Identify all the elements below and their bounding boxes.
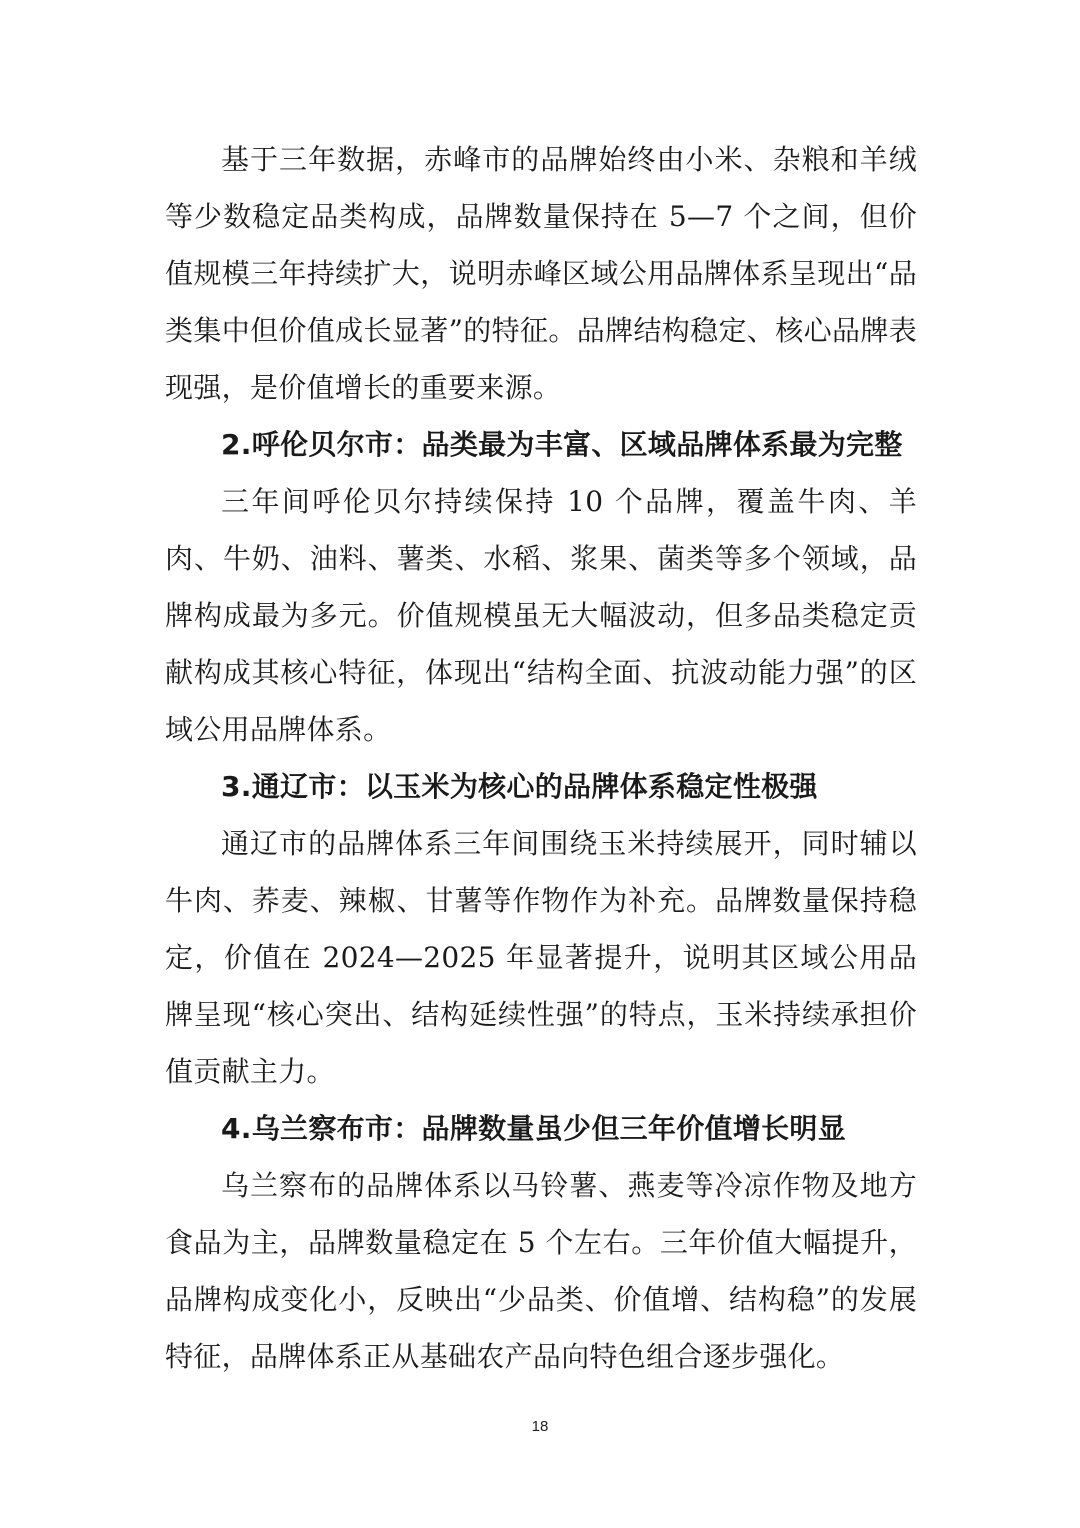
document-body [165, 131, 917, 1385]
page-number: 18 [531, 1418, 549, 1435]
paragraph-chifeng-summary: 基于三年数据，赤峰市的品牌始终由小米、杂粮和羊绒等少数稳定品类构成，品牌数量保持在 5—7 个之间，但价值规模三年持续扩大，说明赤峰区域公用品牌体系呈现出“品类集中但价值成长显著”的特征。品牌结构稳定、核心品牌表现强，是价值增长的重要来源。 [165, 143, 917, 404]
paragraph-ulanqab: 乌兰察布的品牌体系以马铃薯、燕麦等冷凉作物及地方食品为主，品牌数量稳定在 5 个左右。三年价值大幅提升，品牌构成变化小，反映出“少品类、价值增、结构稳”的发展特征，品牌体系正从基础农产品向特色组合逐步强化。 [165, 1169, 917, 1373]
paragraph-hulunbuir: 三年间呼伦贝尔持续保持 10 个品牌，覆盖牛肉、羊肉、牛奶、油料、薯类、水稻、浆果、菌类等多个领域，品牌构成最为多元。价值规模虽无大幅波动，但多品类稳定贡献构成其核心特征，体现出“结构全面、抗波动能力强”的区域公用品牌体系。 [165, 485, 917, 746]
paragraph-tongliao: 通辽市的品牌体系三年间围绕玉米持续展开，同时辅以牛肉、荞麦、辣椒、甘薯等作物作为补充。品牌数量保持稳定，价值在 2024—2025 年显著提升，说明其区域公用品牌呈现“核心突出、结构延续性强”的特点，玉米持续承担价值贡献主力。 [165, 827, 917, 1088]
heading-ulanqab: 4.乌兰察布市：品牌数量虽少但三年价值增长明显 [221, 1112, 847, 1145]
heading-hulunbuir: 2.呼伦贝尔市：品类最为丰富、区域品牌体系最为完整 [221, 428, 903, 461]
heading-tongliao: 3.通辽市：以玉米为核心的品牌体系稳定性极强 [221, 770, 818, 803]
